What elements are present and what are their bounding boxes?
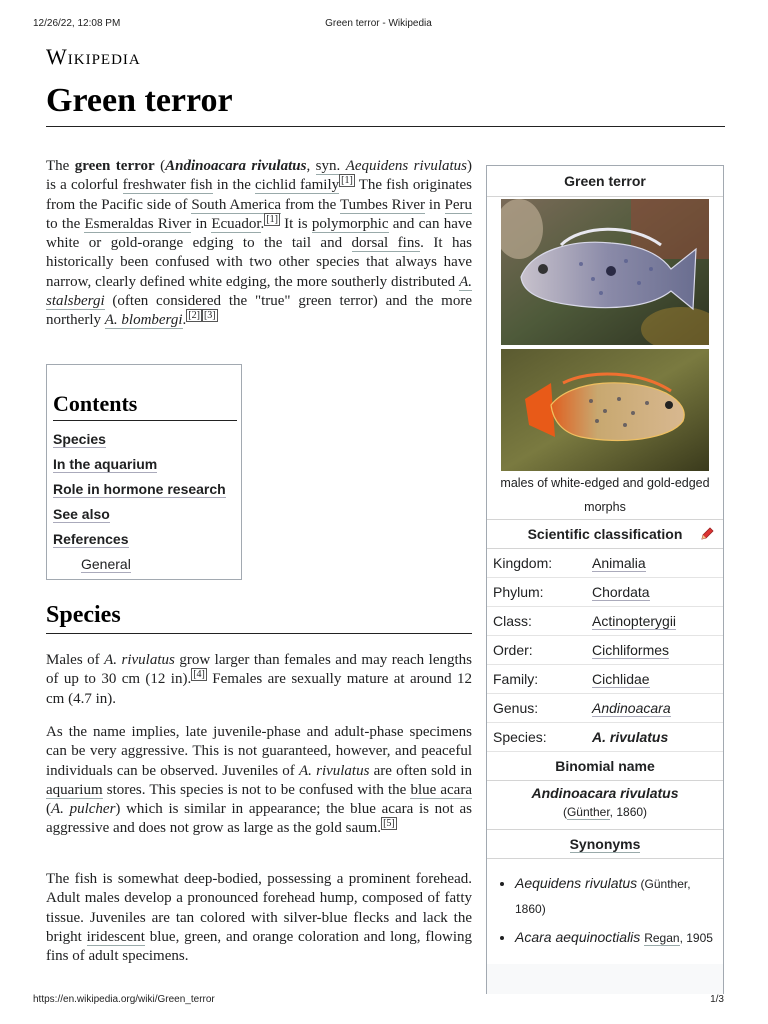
species-paragraph-1: Males of A. rivulatus grow larger than females and may reach lengths of up to 30 cm (12 in). [4] Females are sexually mature at around 12 cm (4.7 in). (46, 652, 472, 707)
toc-item-role-in-hormone-research[interactable]: Role in hormone research (53, 481, 226, 497)
print-datetime: 12/26/22, 12:08 PM (33, 18, 121, 29)
link-syn[interactable]: syn. (315, 158, 341, 174)
link-iridescent[interactable]: iridescent (86, 928, 145, 945)
toc-subitem-general[interactable]: General (81, 556, 131, 572)
link-freshwater-fish[interactable]: freshwater fish (122, 177, 213, 194)
synonym-item: • Aequidens rivulatus (Günther, 1860) (515, 871, 717, 921)
species-paragraph-2: As the name implies, late juvenile-phase and adult-phase specimens can be very aggressive. This is not guaranteed, however, and peaceful individuals can be observed. Juveniles of A. rivulatus are often sold in aquarium stores. This species is not to be confused with the blue acara (A. pulcher) which is similar in appearance; the blue acara is not as aggressive and does not grow as large as the gold saum. [5] (46, 724, 472, 837)
citation-1b[interactable]: [1] (266, 213, 278, 225)
link-animalia[interactable]: Animalia (592, 555, 646, 571)
binomial-author: (Günther, 1860) (562, 805, 648, 819)
link-a-blombergi[interactable]: A. blombergi (104, 312, 183, 329)
citation-1[interactable]: [1] (341, 175, 353, 187)
link-a-stalsbergi[interactable]: A. stalsbergi (46, 273, 472, 310)
citation-2[interactable]: [2] (188, 310, 200, 322)
link-cichliformes[interactable]: Cichliformes (592, 642, 670, 658)
link-tumbes-river[interactable]: Tumbes River (339, 196, 426, 213)
taxonomy-row-order: Order: Cichliformes (487, 636, 723, 665)
citation-3[interactable]: [3] (203, 310, 216, 322)
link-south-america[interactable]: South America (191, 196, 282, 213)
link-cichlidae[interactable]: Cichlidae (592, 671, 650, 687)
taxonomy-row-species: Species: A. rivulatus (487, 723, 723, 752)
infobox-caption: males of white-edged and gold-edged morphs (487, 471, 723, 519)
scientific-classification-header (487, 519, 723, 549)
taxonomy-row-family: Family: Cichlidae (487, 665, 723, 694)
synonyms-header[interactable]: Synonyms (487, 830, 723, 859)
binomial-name: Andinoacara rivulatus (531, 785, 679, 801)
infobox-title: Green terror (487, 166, 723, 197)
link-regan[interactable]: Regan (644, 931, 680, 945)
link-peru[interactable]: Peru (444, 196, 472, 213)
page-title: Green terror (46, 80, 725, 127)
toc-item-references[interactable]: References (53, 531, 129, 547)
gold-edged-fish-photo[interactable] (501, 349, 709, 471)
link-dorsal-fins[interactable]: dorsal fins (351, 235, 421, 252)
link-andinoacara[interactable]: Andinoacara (592, 700, 671, 716)
binomial-name-block (487, 781, 723, 830)
link-cichlid-family[interactable]: cichlid family (255, 177, 340, 194)
scientific-classification-label: Scientific classification (527, 526, 683, 542)
print-page-number: 1/3 (710, 994, 724, 1005)
link-esmeraldas-river[interactable]: Esmeraldas River (84, 215, 192, 232)
wikipedia-wordmark[interactable]: Wikipedia (46, 44, 141, 69)
toc-item-species[interactable]: Species (53, 431, 106, 447)
taxonomy-row-kingdom: Kingdom: Animalia (487, 549, 723, 578)
link-polymorphic[interactable]: polymorphic (311, 215, 389, 232)
citation-4[interactable]: [4] (193, 669, 205, 681)
binomial-name-header: Binomial name (487, 752, 723, 781)
toc-title: Contents (53, 391, 237, 421)
synonyms-list (487, 859, 723, 964)
print-doc-title: Green terror - Wikipedia (325, 18, 432, 29)
taxonomy-row-genus: Genus: Andinoacara (487, 694, 723, 723)
link-blue-acara[interactable]: blue acara (410, 781, 472, 798)
print-url: https://en.wikipedia.org/wiki/Green_terror (33, 994, 215, 1005)
taxonomy-row-phylum: Phylum: Chordata (487, 578, 723, 607)
taxonomy-row-class: Class: Actinopterygii (487, 607, 723, 636)
white-edged-fish-photo[interactable] (501, 199, 709, 345)
table-of-contents (46, 364, 242, 580)
section-heading-species: Species (46, 602, 472, 634)
infobox (486, 165, 724, 994)
link-ecuador[interactable]: Ecuador (211, 215, 261, 232)
lede-paragraph: The green terror (Andinoacara rivulatus, syn. Aequidens rivulatus) is a colorful freshwater fish in the cichlid family [1] The fish originates from the Pacific side of South America from the Tumbes River in Peru to the Esmeraldas River in Ecuador. [1] It is polymorphic and can have white or gold-orange edging to the tail and dorsal fins. It has historically been confused with two other species that always have narrow, clearly defined white edging, the more southerly distributed A. stalsbergi (often considered the "true" green terror) and the more northerly A. blombergi. [2] [3] (46, 158, 473, 329)
species-name: A. rivulatus (592, 729, 669, 745)
toc-item-see-also[interactable]: See also (53, 506, 110, 522)
link-gunther[interactable]: Günther (566, 805, 610, 819)
link-aquarium[interactable]: aquarium (46, 781, 103, 798)
synonym-item: • Acara aequinoctialis Regan, 1905 (515, 925, 717, 950)
link-chordata[interactable]: Chordata (592, 584, 650, 600)
pencil-icon[interactable] (699, 526, 715, 542)
link-actinopterygii[interactable]: Actinopterygii (592, 613, 677, 629)
citation-5[interactable]: [5] (383, 818, 395, 830)
species-paragraph-3: The fish is somewhat deep-bodied, possessing a prominent forehead. Adult males develop a pronounced forehead hump, composed of fatty tissue. Juveniles are tan colored with silver-blue flecks and lack the bright iridescent blue, green, and orange coloration and long, flowing fins of adult specimens. (46, 871, 472, 965)
toc-item-in-the-aquarium[interactable]: In the aquarium (53, 456, 158, 472)
